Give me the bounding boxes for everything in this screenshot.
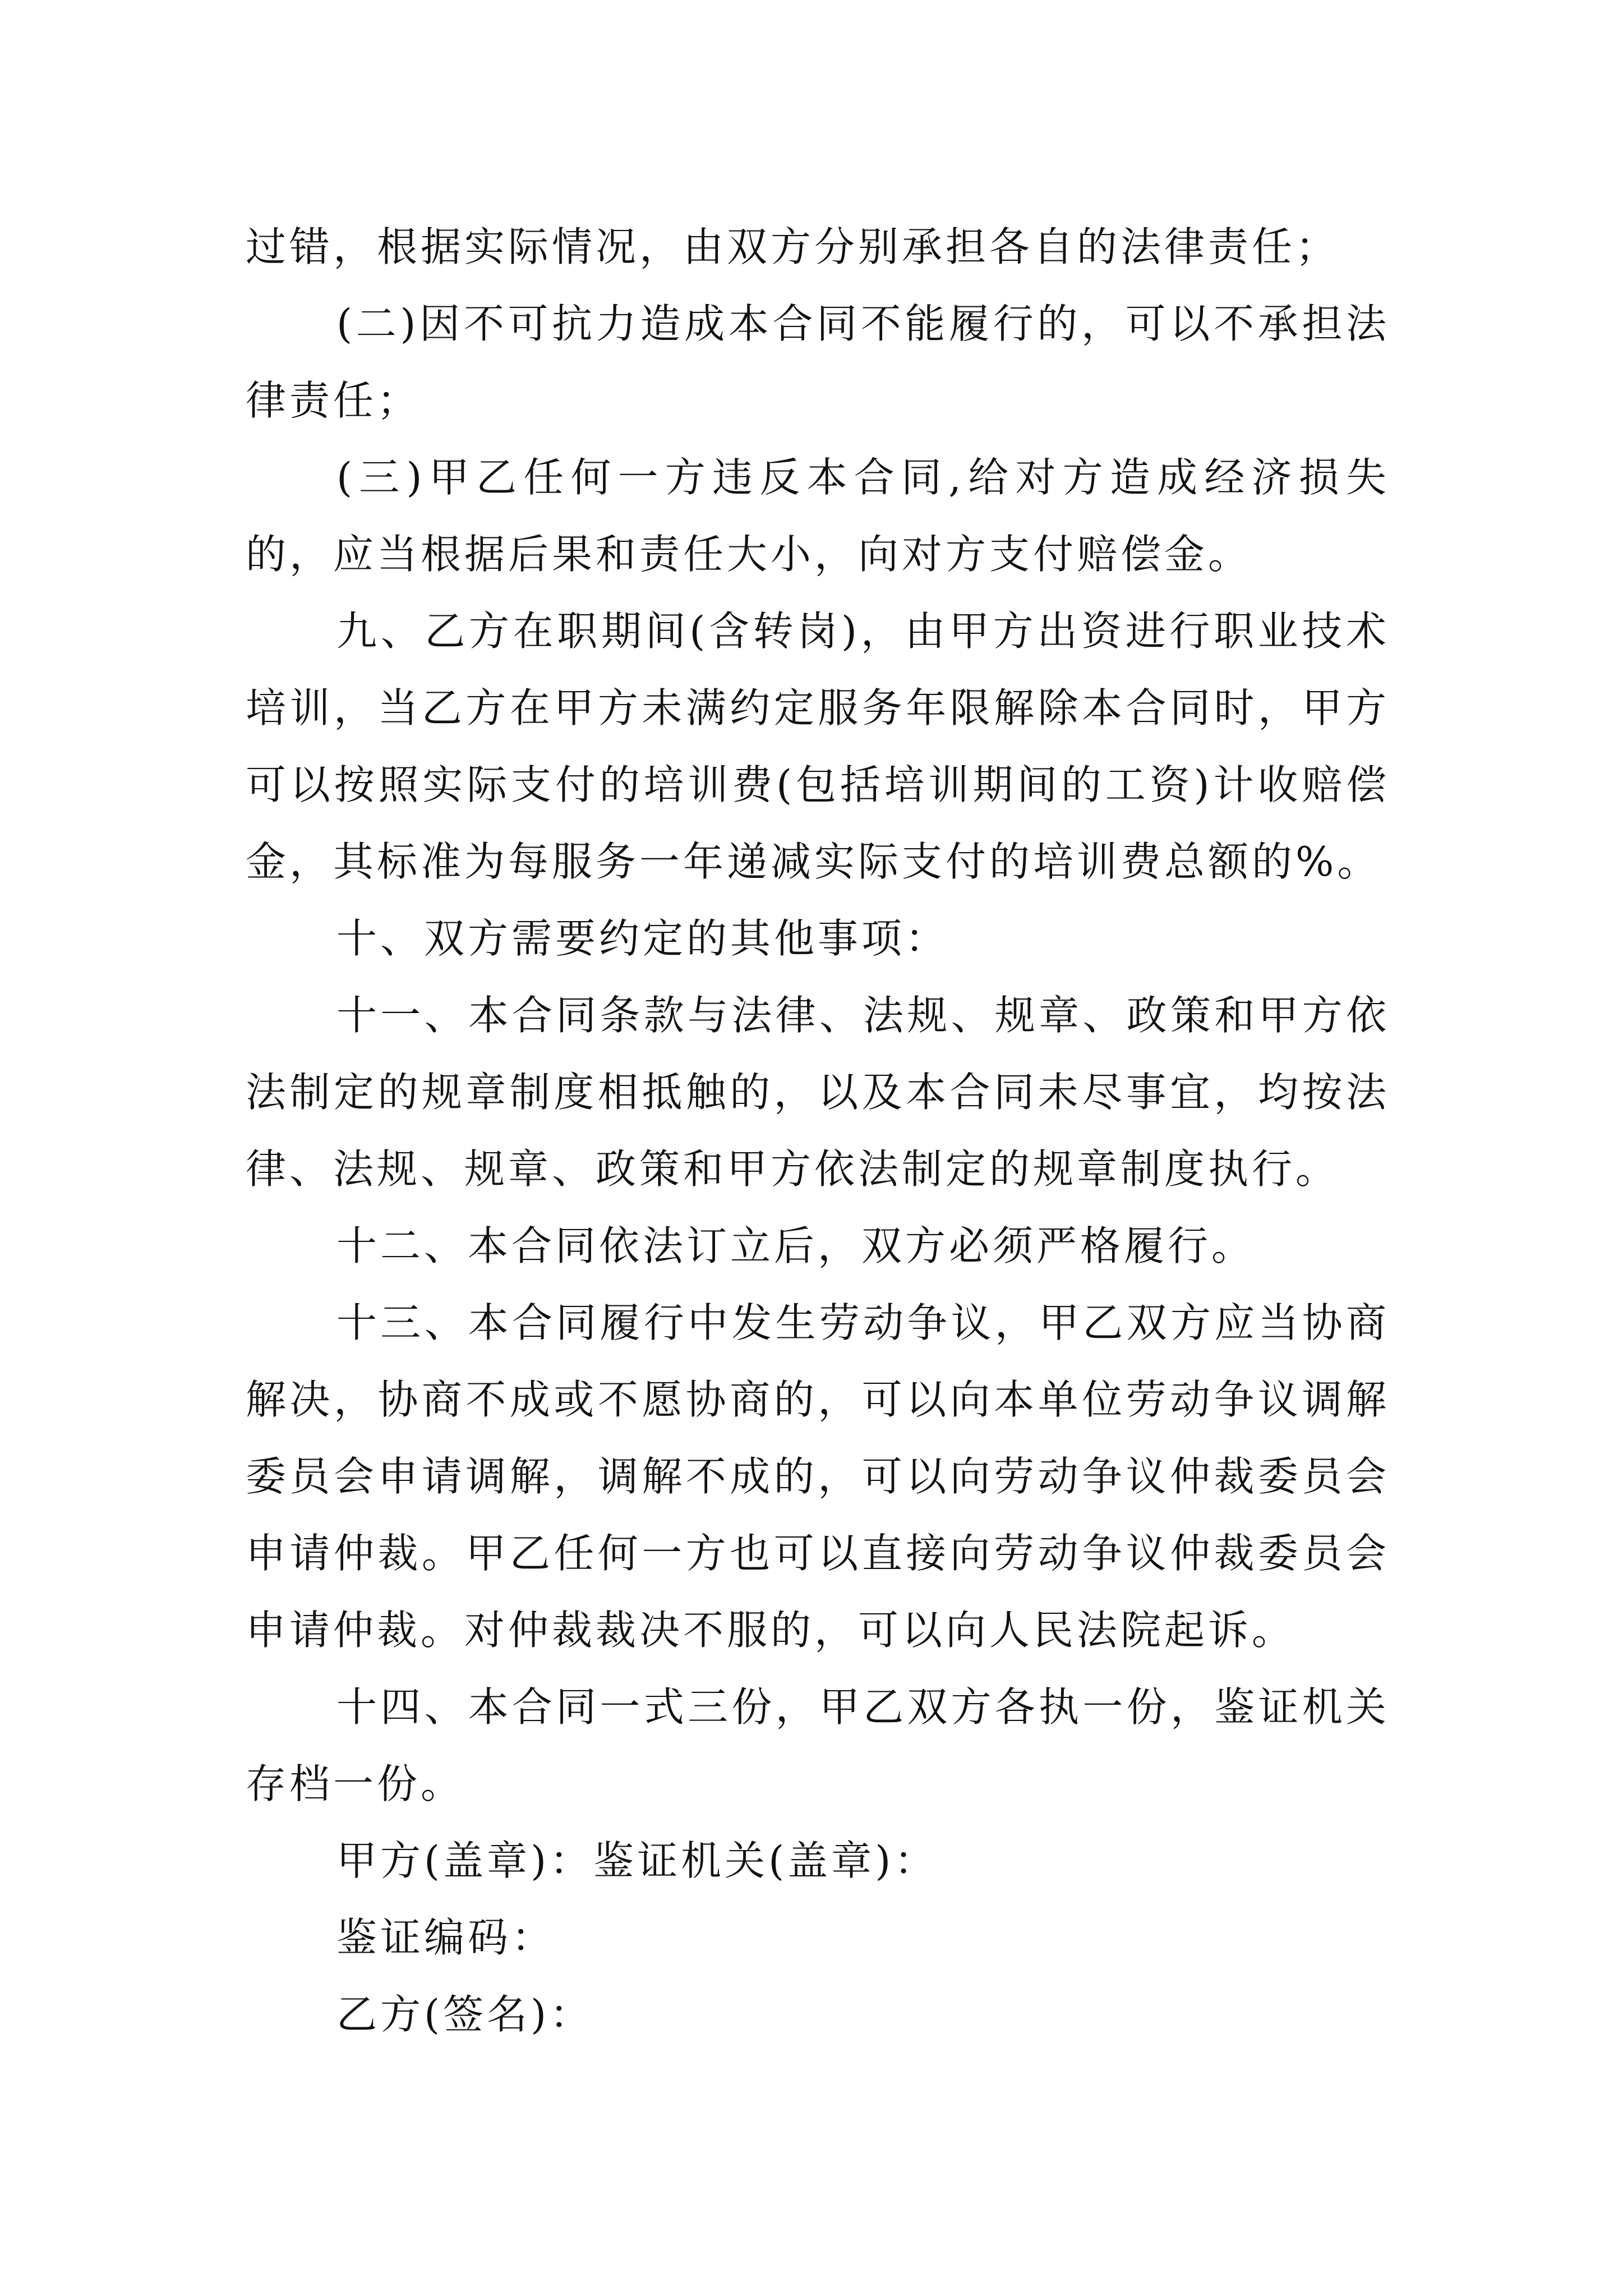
paragraph-clause-12-performance: 十二、本合同依法订立后，双方必须严格履行。 [336, 1222, 1256, 1269]
paragraph-clause-9-training: 九、乙方在职期间(含转岗)，由甲方出资进行职业技术培训，当乙方在甲方未满约定服务年限解除本合同时，甲方可以按照实际支付的培训费(包括培训期间的工资)计收赔偿金，其标准为每服务一年递减实际支付的培训费总额的%。 [246, 608, 1390, 885]
paragraph-clause-14-copies: 十四、本合同一式三份，甲乙双方各执一份，鉴证机关存档一份。 [246, 1683, 1390, 1807]
paragraph-force-majeure: (二)因不可抗力造成本合同不能履行的，可以不承担法律责任； [246, 300, 1390, 424]
document-body [246, 209, 1390, 2053]
signature-line-party-b: 乙方(签名)： [336, 1991, 594, 2038]
paragraph-liability-continued: 过错，根据实际情况，由双方分别承担各自的法律责任； [246, 223, 1340, 270]
paragraph-clause-10-other-matters: 十、双方需要约定的其他事项： [336, 915, 949, 962]
signature-line-certification-code: 鉴证编码： [336, 1914, 556, 1961]
paragraph-clause-11-conflicts: 十一、本合同条款与法律、法规、规章、政策和甲方依法制定的规章制度相抵触的，以及本合同未尽事宜，均按法律、法规、规章、政策和甲方依法制定的规章制度执行。 [246, 992, 1390, 1193]
paragraph-breach-compensation: (三)甲乙任何一方违反本合同,给对方造成经济损失的，应当根据后果和责任大小，向对方支付赔偿金。 [246, 454, 1390, 578]
paragraph-clause-13-disputes: 十三、本合同履行中发生劳动争议，甲乙双方应当协商解决，协商不成或不愿协商的，可以向本单位劳动争议调解委员会申请调解，调解不成的，可以向劳动争议仲裁委员会申请仲裁。甲乙任何一方也可以直接向劳动争议仲裁委员会申请仲裁。对仲裁裁决不服的，可以向人民法院起诉。 [246, 1299, 1390, 1654]
signature-line-party-a: 甲方(盖章)：鉴证机关(盖章)： [336, 1837, 938, 1884]
